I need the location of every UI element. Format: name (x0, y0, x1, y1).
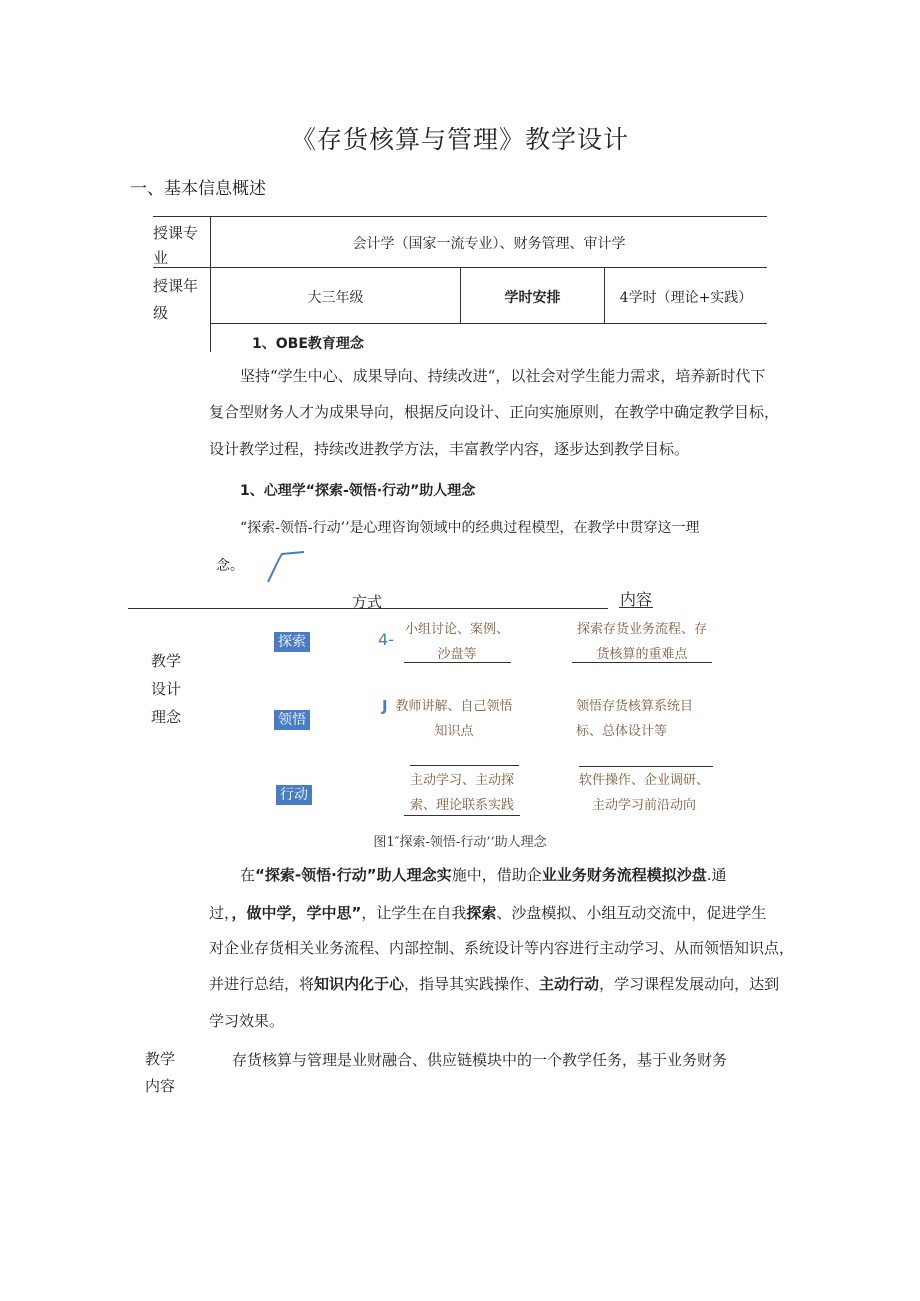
row1-method-rule (404, 662, 511, 663)
row3-method-rule (404, 815, 520, 816)
obe-paragraph-line: 复合型财务人才为成果导向，根据反向设计、正向实施原则，在教学中确定教学目标， (209, 403, 780, 421)
col-content-header: 内容 (620, 590, 653, 609)
row3-method-rule-top (410, 765, 519, 766)
row2-method: 教师讲解、自己领悟 知识点 (395, 699, 513, 739)
diagram-side-label: 教学 设计 理念 (151, 652, 182, 726)
major-value: 会计学（国家一流专业）、财务管理、审计学 (352, 236, 626, 252)
document-title: 《存货核算与管理》教学设计 (290, 125, 629, 154)
hours-label: 学时安排 (504, 290, 561, 306)
content-paragraph: 存货核算与管理是业财融合、供应链模块中的一个教学任务，基于业务财务 (232, 1051, 728, 1069)
tag-insight: 领悟 (274, 710, 310, 730)
tag-action: 行动 (276, 785, 312, 805)
content-header-underline (619, 607, 653, 608)
table-rule-top (153, 216, 767, 217)
obe-heading: 1、OBE教育理念 (252, 336, 364, 352)
grade-value: 大三年级 (307, 290, 364, 306)
psych-paragraph-line: 念。 (216, 558, 244, 574)
hours-value: 4学时（理论+实践） (619, 290, 753, 306)
implement-line-1: 在“探索-领悟·行动”助人理念实施中，借助企业业务财务流程模拟沙盘.通 (240, 866, 727, 884)
implement-line-3: 对企业存货相关业务流程、内部控制、系统设计等内容进行主动学习、从而领悟知识点， (209, 939, 795, 957)
arrow-mark: 4- (378, 630, 394, 649)
row2-content: 领悟存货核算系统目 标、总体设计等 (576, 699, 694, 739)
psych-paragraph-line: “探索-领悟-行动’’是心理咨询领域中的经典过程模型，在教学中贯穿这一理 (240, 520, 700, 536)
col-method-header: 方式 (352, 593, 383, 611)
obe-paragraph-line: 设计教学过程，持续改进教学方法，丰富教学内容，逐步达到教学目标。 (209, 440, 690, 458)
row1-method: 小组讨论、案例、 沙盘等 (404, 622, 509, 662)
obe-paragraph-line: 坚持“学生中心、成果导向、持续改进“，以社会对学生能力需求，培养新时代下 (240, 367, 766, 385)
grade-label-line2: 级 (153, 304, 169, 322)
tag-explore: 探索 (274, 632, 310, 652)
grade-label-line1: 授课年 (153, 277, 199, 295)
implement-line-2: 过，，做中学，学中思”，让学生在自我探索、沙盘模拟、小组互动交流中，促进学生 (209, 904, 767, 922)
row1-content-rule (572, 662, 712, 663)
table-rule-bottom (211, 323, 767, 324)
row3-content-rule-top (579, 766, 713, 767)
figure-caption: 图1″探索-领悟-行动’’助人理念 (373, 835, 547, 850)
row3-method: 主动学习、主动探 索、理论联系实践 (409, 773, 514, 813)
major-label-line2: 业 (153, 249, 169, 267)
row3-content: 软件操作、企业调研、 主动学习前沿动向 (578, 773, 709, 813)
content-label: 教学 内容 (145, 1050, 176, 1095)
j-mark: J (382, 697, 388, 715)
implement-line-4: 并进行总结，将知识内化于心，指导其实践操作、主动行动，学习课程发展动向，达到 (209, 975, 780, 993)
table-col-divider (210, 324, 211, 352)
major-label-line1: 授课专 (153, 224, 199, 242)
implement-line-5: 学习效果。 (209, 1012, 285, 1030)
handwritten-stroke-icon (260, 548, 308, 586)
psych-heading: 1、心理学“探索-领悟·行动”助人理念 (240, 483, 476, 499)
row1-content: 探索存货业务流程、存 货核算的重难点 (576, 622, 707, 662)
section-heading-basic-info: 一、基本信息概述 (130, 179, 266, 199)
